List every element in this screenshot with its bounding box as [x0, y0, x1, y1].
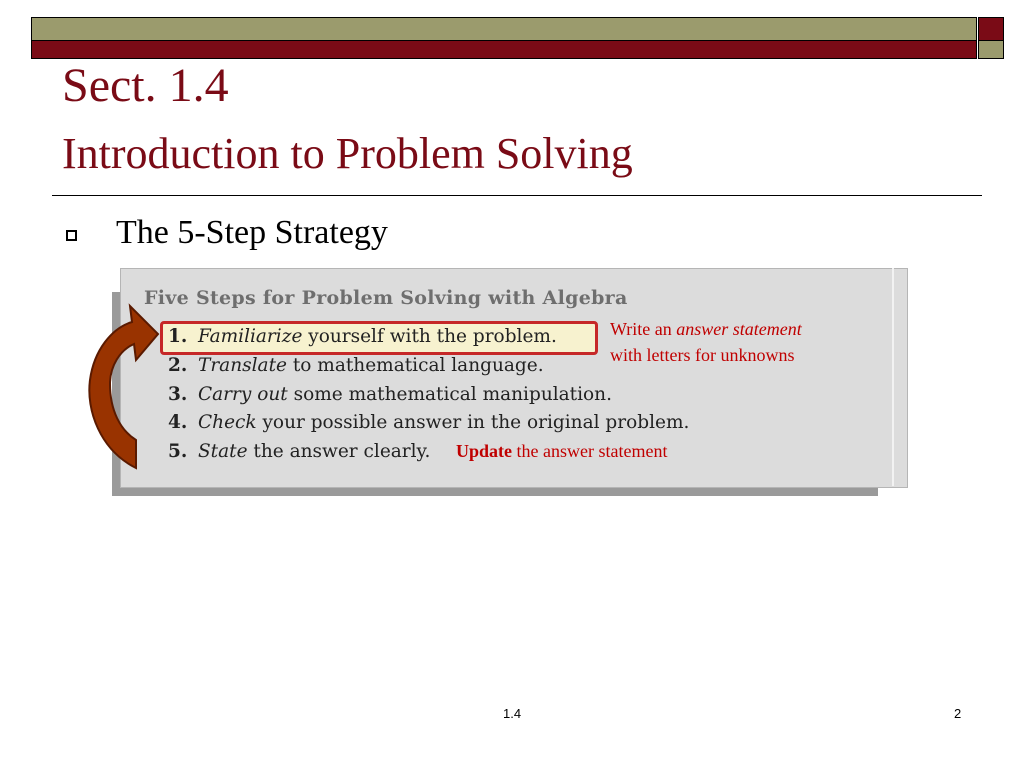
step-text: some mathematical manipulation.: [287, 384, 612, 405]
step-text: your possible answer in the original problem.: [256, 412, 690, 433]
slide-title: Sect. 1.4: [62, 59, 229, 112]
step-keyword: Familiarize: [198, 326, 303, 347]
step-number: 5.: [168, 441, 188, 462]
step-number: 3.: [168, 384, 188, 405]
bullet-text: The 5-Step Strategy: [116, 214, 388, 251]
answer-statement-note: [610, 316, 802, 368]
book-heading: Five Steps for Problem Solving with Algebra: [144, 287, 628, 309]
step-number: 4.: [168, 412, 188, 433]
step-4: [168, 412, 689, 433]
title-divider: [52, 195, 982, 196]
header-square-red: [978, 17, 1004, 41]
hollow-square-icon: [66, 230, 77, 241]
note-emphasis: answer statement: [676, 319, 802, 339]
header-bar-bottom: [31, 41, 977, 59]
update-note: [456, 441, 667, 462]
step-text: to mathematical language.: [286, 355, 544, 376]
step-1: [168, 326, 557, 347]
step-text: the answer clearly.: [247, 441, 431, 462]
header-square-olive: [978, 41, 1004, 59]
step-2: [168, 355, 544, 376]
note-text-line2: with letters for unknowns: [610, 345, 795, 365]
note-text: Write an: [610, 319, 677, 339]
slide-subtitle: Introduction to Problem Solving: [62, 129, 633, 178]
step-3: [168, 384, 612, 405]
footer-section: 1.4: [503, 706, 522, 721]
step-keyword: Check: [198, 412, 257, 433]
step-keyword: Translate: [198, 355, 287, 376]
step-keyword: State: [198, 441, 248, 462]
step-text: yourself with the problem.: [302, 326, 557, 347]
footer-page-number: 2: [954, 706, 962, 721]
update-keyword: Update: [456, 441, 513, 461]
book-edge: [892, 268, 894, 486]
step-number: 2.: [168, 355, 188, 376]
step-number: 1.: [168, 326, 188, 347]
update-text: the answer statement: [512, 441, 668, 461]
step-keyword: Carry out: [198, 384, 288, 405]
header-bar-top: [31, 17, 977, 41]
step-5: [168, 441, 430, 462]
curved-return-arrow-icon: [80, 300, 160, 470]
